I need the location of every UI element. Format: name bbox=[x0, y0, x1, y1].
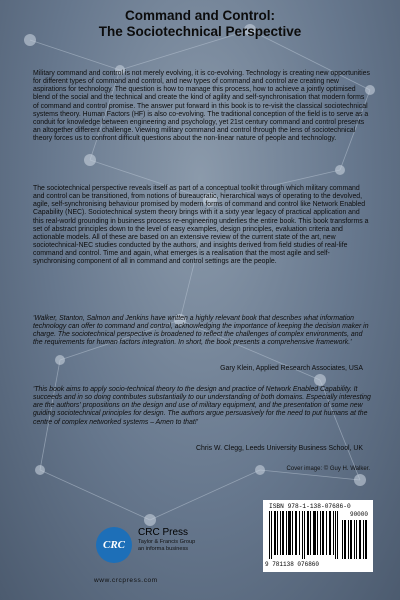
crc-logo: CRC bbox=[96, 527, 132, 563]
publisher-tagline: an informa business bbox=[138, 546, 189, 552]
title-line-1: Command and Control: bbox=[125, 8, 275, 23]
book-title bbox=[0, 8, 400, 40]
publisher-block bbox=[138, 527, 195, 553]
endorsement-quote-1: 'Walker, Stanton, Salmon and Jenkins have written a highly relevant book that describes what information technology can offer to command and control, acknowledging the importance of keeping the decision maker in charge. The sociotechnical perspective is broadened to reflect the challenges of complex environments, and the requirements for human factors integration. In short, the book presents a comprehensive framework.' bbox=[33, 315, 369, 347]
cover-image-credit: Cover image: © Guy H. Walker. bbox=[286, 466, 370, 472]
endorsement-attribution-1: Gary Klein, Applied Research Associates, USA bbox=[220, 365, 363, 372]
publisher-website: www.crcpress.com bbox=[94, 577, 158, 584]
barcode bbox=[263, 500, 373, 572]
isbn-label: ISBN 978-1-138-07686-0 bbox=[269, 503, 351, 510]
publisher-group: Taylor & Francis Group bbox=[138, 539, 196, 545]
publisher-name: CRC Press bbox=[138, 527, 189, 538]
endorsement-attribution-2: Chris W. Clegg, Leeds University Business School, UK bbox=[196, 445, 363, 452]
description-paragraph-1: Military command and control is not merely evolving, it is co-evolving. Technology is creating new opportunities for different types of command and control, and new types of command and control are creating new aspirations for technology. The question is how to manage this process, how to achieve a jointly optimised blend of the social and the technical and create the kind of agility and self-synchronisation that modern forms of command and control promise. The answer put forward in this book is to re-visit the classical sociotechnical systems theory. Human Factors (HF) is also co-evolving. The traditional conception of the field is to serve as a conduit for knowledge between engineering and psychology, yet 21st century command and control presents an altogether different challenge. Viewing military command and control through the lens of sociotechnical theory forces us to confront difficult questions about the non-linear nature of people and technology. bbox=[33, 70, 370, 143]
endorsement-quote-2: 'This book aims to apply socio-technical theory to the design and practice of Network Enabled Capability. It succeeds and in so doing contributes substantially to our understanding of both domains. Especially interesting are the authors' propositions on the design and use of military equipment, and the presentation of some new guiding sociotechnical principles for design. The authors argue persuasively for the need to put humans at the centre of complex networked systems – Amen to that!' bbox=[33, 386, 371, 426]
title-line-2: The Sociotechnical Perspective bbox=[98, 24, 302, 39]
barcode-digits: 9 781138 076860 bbox=[265, 561, 320, 568]
barcode-bars-main bbox=[269, 511, 339, 559]
description-paragraph-2: The sociotechnical perspective reveals itself as part of a conceptual toolkit through which military command and control can be transitioned, from notions of bureaucratic, hierarchical ways of operating to the devolved, agile, self-synchronising behaviour promised by modern forms of command and control like Network Enabled Capability (NEC). Sociotechnical system theory brings with it a sixty year legacy of practical application and this real-world grounding in business process re-engineering underlies the entire book. This book transforms a set of abstract principles down to the level of easy examples, design principles, evaluation criteria and actionable models. All of these are based on an extensive review of the current state of the art, new sociotechnical-NEC studies conducted by the authors, and insights derived from field studies of real-life command and control. Time and again, what emerges is a realisation that the most agile and self-synchronising component of all in command and control settings are the people. bbox=[33, 185, 369, 266]
barcode-bars-addon bbox=[342, 520, 368, 559]
price-code: 90000 bbox=[349, 511, 368, 518]
